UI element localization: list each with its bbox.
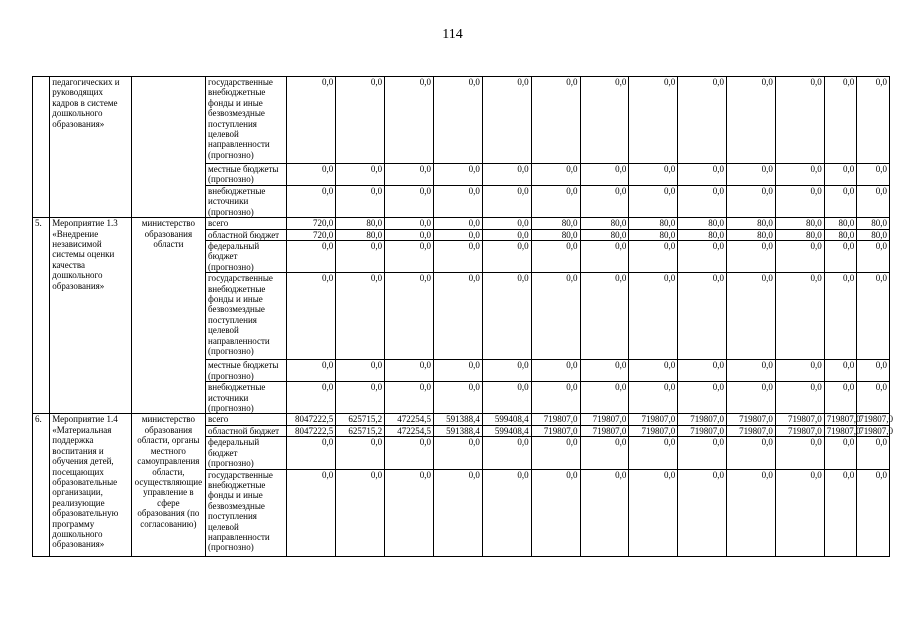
- value-cell: 0,0: [531, 164, 580, 186]
- value-cell: 0,0: [531, 186, 580, 218]
- value-cell: 0,0: [385, 241, 434, 273]
- value-cell: 719807,0: [531, 414, 580, 425]
- value-cell: 0,0: [727, 273, 776, 360]
- value-cell: 0,0: [824, 186, 857, 218]
- value-cell: 0,0: [531, 273, 580, 360]
- value-cell: 0,0: [482, 273, 531, 360]
- value-cell: 80,0: [727, 218, 776, 229]
- value-cell: 0,0: [336, 382, 385, 414]
- value-cell: 0,0: [775, 241, 824, 273]
- value-cell: 0,0: [385, 469, 434, 556]
- value-cell: 0,0: [678, 241, 727, 273]
- value-cell: 0,0: [385, 229, 434, 240]
- funding-source-cell: федеральный бюджет (прогнозно): [206, 437, 287, 469]
- value-cell: 0,0: [580, 186, 629, 218]
- value-cell: 719807,0: [678, 425, 727, 436]
- value-cell: 0,0: [824, 241, 857, 273]
- value-cell: 80,0: [531, 229, 580, 240]
- value-cell: 0,0: [727, 77, 776, 164]
- value-cell: 0,0: [824, 382, 857, 414]
- value-cell: 8047222,5: [287, 425, 336, 436]
- value-cell: 591388,4: [433, 414, 482, 425]
- value-cell: 0,0: [775, 382, 824, 414]
- value-cell: 0,0: [287, 437, 336, 469]
- value-cell: 0,0: [824, 360, 857, 382]
- value-cell: 0,0: [775, 77, 824, 164]
- value-cell: 0,0: [857, 382, 890, 414]
- table-row: [33, 414, 890, 425]
- value-cell: 720,0: [287, 218, 336, 229]
- value-cell: 0,0: [336, 186, 385, 218]
- value-cell: 0,0: [433, 273, 482, 360]
- value-cell: 0,0: [857, 186, 890, 218]
- value-cell: 0,0: [336, 437, 385, 469]
- value-cell: 80,0: [857, 218, 890, 229]
- value-cell: 0,0: [482, 437, 531, 469]
- executor-cell: [131, 77, 205, 218]
- value-cell: 0,0: [433, 229, 482, 240]
- value-cell: 0,0: [336, 77, 385, 164]
- value-cell: 0,0: [385, 382, 434, 414]
- value-cell: 0,0: [727, 437, 776, 469]
- value-cell: 0,0: [482, 77, 531, 164]
- value-cell: 0,0: [824, 437, 857, 469]
- value-cell: 0,0: [727, 164, 776, 186]
- activity-name-cell: Мероприятие 1.4 «Материальная поддержка воспитания и обучения детей, посещающих образовательные организации, реализующие образовательную программу дошкольного образования»: [50, 414, 131, 556]
- value-cell: 80,0: [775, 218, 824, 229]
- budget-table: [32, 76, 894, 557]
- value-cell: 0,0: [385, 77, 434, 164]
- value-cell: 0,0: [482, 186, 531, 218]
- value-cell: 0,0: [678, 469, 727, 556]
- value-cell: 0,0: [531, 77, 580, 164]
- value-cell: 0,0: [287, 469, 336, 556]
- page-number: 114: [442, 27, 463, 42]
- value-cell: 0,0: [433, 218, 482, 229]
- value-cell: 0,0: [482, 164, 531, 186]
- funding-source-cell: местные бюджеты (прогнозно): [206, 164, 287, 186]
- value-cell: 0,0: [678, 164, 727, 186]
- row-number-cell: [33, 77, 50, 218]
- value-cell: 0,0: [482, 241, 531, 273]
- value-cell: 0,0: [531, 469, 580, 556]
- value-cell: 0,0: [433, 469, 482, 556]
- value-cell: 625715,2: [336, 414, 385, 425]
- funding-source-cell: местные бюджеты (прогнозно): [206, 360, 287, 382]
- value-cell: 0,0: [336, 273, 385, 360]
- funding-source-cell: внебюджетные источники (прогнозно): [206, 382, 287, 414]
- value-cell: 80,0: [727, 229, 776, 240]
- value-cell: 0,0: [727, 382, 776, 414]
- value-cell: 719807,0: [824, 414, 857, 425]
- value-cell: 80,0: [824, 229, 857, 240]
- value-cell: 0,0: [287, 186, 336, 218]
- table-row: [33, 218, 890, 229]
- value-cell: 0,0: [727, 360, 776, 382]
- value-cell: 0,0: [580, 382, 629, 414]
- value-cell: 0,0: [385, 164, 434, 186]
- funding-source-cell: внебюджетные источники (прогнозно): [206, 186, 287, 218]
- value-cell: 599408,4: [482, 425, 531, 436]
- value-cell: 0,0: [385, 360, 434, 382]
- value-cell: 0,0: [336, 469, 385, 556]
- funding-source-cell: областной бюджет: [206, 425, 287, 436]
- value-cell: 0,0: [857, 241, 890, 273]
- value-cell: 0,0: [775, 186, 824, 218]
- value-cell: 0,0: [287, 164, 336, 186]
- value-cell: 0,0: [629, 437, 678, 469]
- value-cell: 0,0: [629, 164, 678, 186]
- funding-source-cell: государственные внебюджетные фонды и иные безвозмездные поступления целевой направленности (прогнозно): [206, 77, 287, 164]
- value-cell: 0,0: [678, 186, 727, 218]
- value-cell: 80,0: [580, 218, 629, 229]
- value-cell: 0,0: [629, 382, 678, 414]
- value-cell: 719807,0: [678, 414, 727, 425]
- value-cell: 0,0: [857, 273, 890, 360]
- value-cell: 0,0: [531, 241, 580, 273]
- value-cell: 719807,0: [727, 425, 776, 436]
- value-cell: 0,0: [287, 273, 336, 360]
- value-cell: 80,0: [678, 218, 727, 229]
- value-cell: 0,0: [580, 77, 629, 164]
- value-cell: 719807,0: [531, 425, 580, 436]
- value-cell: 0,0: [531, 382, 580, 414]
- value-cell: 0,0: [629, 186, 678, 218]
- value-cell: 0,0: [385, 218, 434, 229]
- value-cell: 0,0: [482, 360, 531, 382]
- value-cell: 0,0: [629, 273, 678, 360]
- funding-source-cell: государственные внебюджетные фонды и иные безвозмездные поступления целевой направленности (прогнозно): [206, 469, 287, 556]
- table-row: [33, 77, 890, 164]
- value-cell: 0,0: [531, 437, 580, 469]
- value-cell: 719807,0: [629, 425, 678, 436]
- value-cell: 0,0: [287, 241, 336, 273]
- value-cell: 0,0: [727, 186, 776, 218]
- value-cell: 0,0: [857, 469, 890, 556]
- value-cell: 0,0: [775, 273, 824, 360]
- value-cell: 0,0: [336, 164, 385, 186]
- value-cell: 591388,4: [433, 425, 482, 436]
- value-cell: 80,0: [580, 229, 629, 240]
- value-cell: 0,0: [580, 360, 629, 382]
- value-cell: 0,0: [482, 469, 531, 556]
- value-cell: 0,0: [433, 164, 482, 186]
- value-cell: 8047222,5: [287, 414, 336, 425]
- value-cell: 0,0: [678, 360, 727, 382]
- value-cell: 0,0: [629, 241, 678, 273]
- funding-source-cell: федеральный бюджет (прогнозно): [206, 241, 287, 273]
- value-cell: 0,0: [727, 241, 776, 273]
- row-number-cell: 6.: [33, 414, 50, 556]
- value-cell: 0,0: [775, 360, 824, 382]
- value-cell: 0,0: [336, 241, 385, 273]
- value-cell: 0,0: [531, 360, 580, 382]
- value-cell: 719807,0: [824, 425, 857, 436]
- value-cell: 0,0: [678, 382, 727, 414]
- value-cell: 0,0: [580, 164, 629, 186]
- value-cell: 0,0: [824, 77, 857, 164]
- value-cell: 0,0: [857, 77, 890, 164]
- value-cell: 0,0: [629, 77, 678, 164]
- value-cell: 0,0: [824, 164, 857, 186]
- value-cell: 0,0: [857, 437, 890, 469]
- value-cell: 0,0: [385, 437, 434, 469]
- value-cell: 0,0: [580, 437, 629, 469]
- value-cell: 0,0: [580, 469, 629, 556]
- value-cell: 0,0: [287, 382, 336, 414]
- value-cell: 80,0: [336, 229, 385, 240]
- value-cell: 80,0: [824, 218, 857, 229]
- value-cell: 0,0: [775, 437, 824, 469]
- value-cell: 472254,5: [385, 425, 434, 436]
- value-cell: 0,0: [433, 77, 482, 164]
- value-cell: 719807,0: [857, 425, 890, 436]
- row-number-cell: 5.: [33, 218, 50, 414]
- funding-source-cell: всего: [206, 218, 287, 229]
- value-cell: 0,0: [385, 186, 434, 218]
- value-cell: 719807,0: [580, 425, 629, 436]
- value-cell: 0,0: [629, 469, 678, 556]
- funding-source-cell: всего: [206, 414, 287, 425]
- value-cell: 0,0: [857, 360, 890, 382]
- value-cell: 719807,0: [775, 414, 824, 425]
- value-cell: 0,0: [775, 469, 824, 556]
- value-cell: 0,0: [629, 360, 678, 382]
- value-cell: 80,0: [775, 229, 824, 240]
- value-cell: 80,0: [678, 229, 727, 240]
- value-cell: 0,0: [580, 241, 629, 273]
- value-cell: 0,0: [482, 382, 531, 414]
- value-cell: 0,0: [678, 437, 727, 469]
- value-cell: 0,0: [433, 186, 482, 218]
- value-cell: 80,0: [531, 218, 580, 229]
- value-cell: 0,0: [857, 164, 890, 186]
- value-cell: 0,0: [433, 360, 482, 382]
- funding-source-cell: государственные внебюджетные фонды и иные безвозмездные поступления целевой направленности (прогнозно): [206, 273, 287, 360]
- value-cell: 80,0: [629, 218, 678, 229]
- table-body: [33, 77, 894, 557]
- value-cell: 0,0: [433, 382, 482, 414]
- value-cell: 80,0: [857, 229, 890, 240]
- funding-source-cell: областной бюджет: [206, 229, 287, 240]
- value-cell: 0,0: [433, 241, 482, 273]
- activity-name-cell: педагогических и руководящих кадров в системе дошкольного образования»: [50, 77, 131, 218]
- value-cell: 625715,2: [336, 425, 385, 436]
- value-cell: 719807,0: [580, 414, 629, 425]
- value-cell: 0,0: [824, 469, 857, 556]
- executor-cell: министерство образования области: [131, 218, 205, 414]
- executor-cell: министерство образования области, органы местного самоуправления области, осуществляющие управление в сфере образования (по согласованию): [131, 414, 205, 556]
- value-cell: 80,0: [629, 229, 678, 240]
- value-cell: 719807,0: [629, 414, 678, 425]
- value-cell: 0,0: [336, 360, 385, 382]
- value-cell: 599408,4: [482, 414, 531, 425]
- value-cell: 719807,0: [857, 414, 890, 425]
- value-cell: 0,0: [824, 273, 857, 360]
- value-cell: 0,0: [433, 437, 482, 469]
- value-cell: 0,0: [482, 229, 531, 240]
- value-cell: 0,0: [287, 360, 336, 382]
- value-cell: 472254,5: [385, 414, 434, 425]
- value-cell: 0,0: [775, 164, 824, 186]
- activity-name-cell: Мероприятие 1.3 «Внедрение независимой системы оценки качества дошкольного образования»: [50, 218, 131, 414]
- value-cell: 0,0: [727, 469, 776, 556]
- value-cell: 719807,0: [775, 425, 824, 436]
- value-cell: 0,0: [385, 273, 434, 360]
- value-cell: 0,0: [287, 77, 336, 164]
- value-cell: 0,0: [580, 273, 629, 360]
- value-cell: 0,0: [482, 218, 531, 229]
- value-cell: 0,0: [678, 77, 727, 164]
- value-cell: 80,0: [336, 218, 385, 229]
- value-cell: 720,0: [287, 229, 336, 240]
- value-cell: 0,0: [678, 273, 727, 360]
- value-cell: 719807,0: [727, 414, 776, 425]
